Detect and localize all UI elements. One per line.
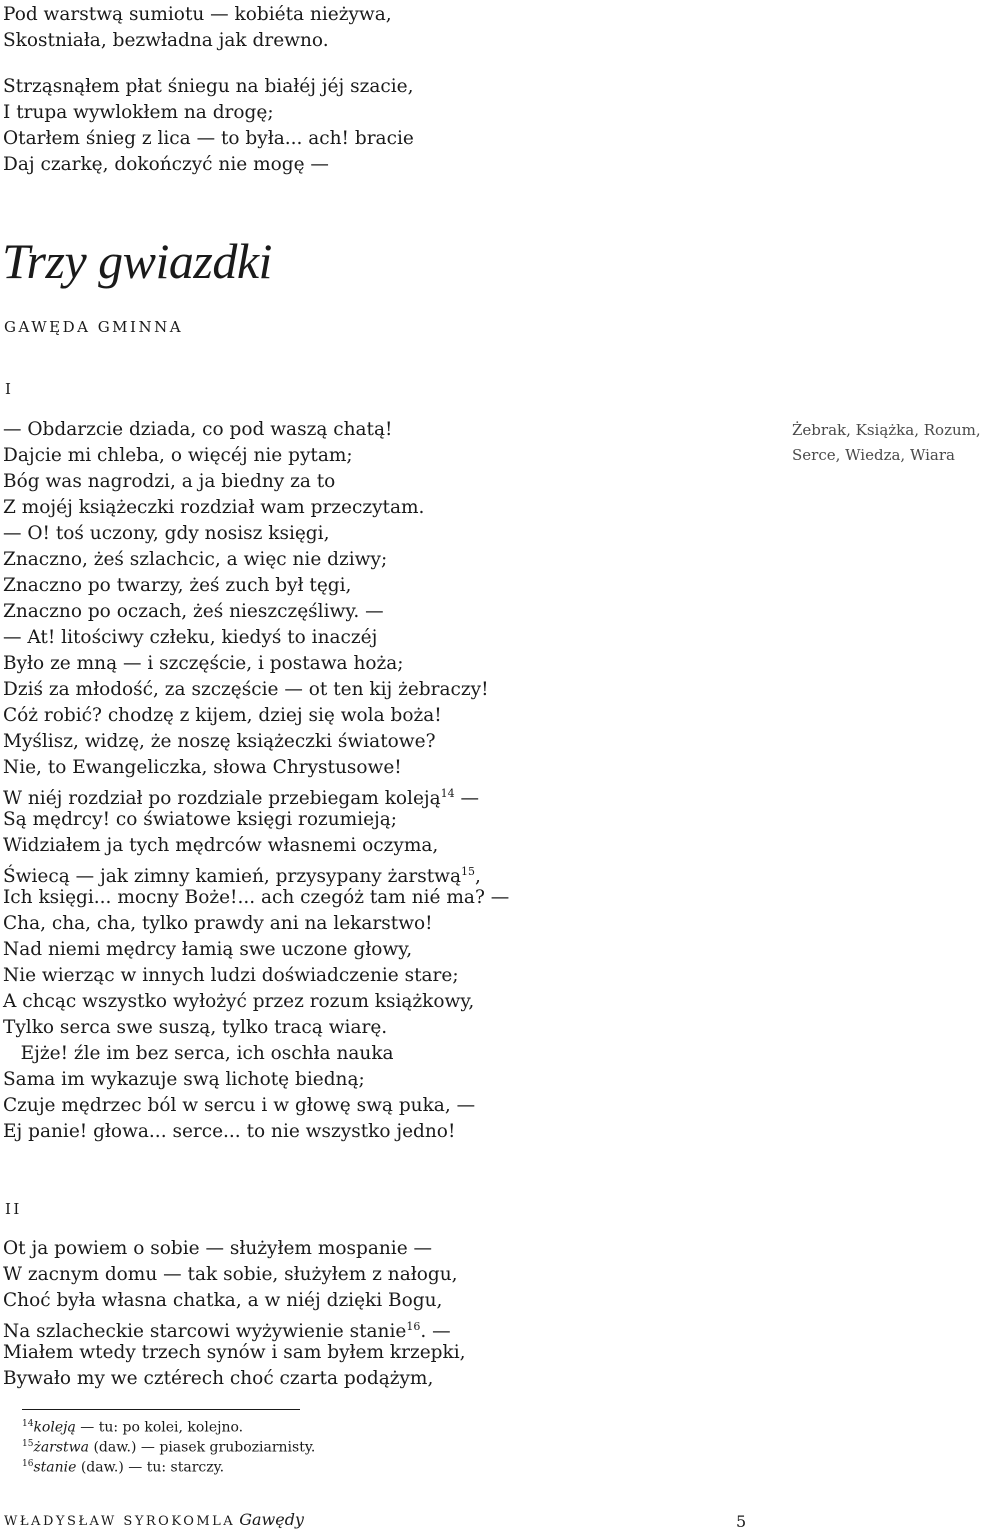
margin-note: Serce, Wiedza, Wiara [792,446,955,464]
verse-line: — At! litościwy człeku, kiedyś to inaczéj [3,627,378,648]
verse-line: — Obdarzcie dziada, co pod waszą chatą! [3,419,393,440]
footer-author: WŁADYSŁAW SYROKOMLA [4,1514,236,1529]
verse-line: Nad niemi mędrcy łamią swe uczone głowy, [3,939,413,960]
footnote: $^{15}$żarstwa (daw.) — piasek gruboziarnisty. [22,1439,316,1456]
verse-line: Strząsnąłem płat śniegu na białéj jéj szacie, [3,76,414,97]
verse-line: Sama im wykazuje swą lichotę biedną; [3,1069,365,1090]
verse-line: A chcąc wszystko wyłożyć przez rozum książkowy, [3,991,475,1012]
verse-line: Bóg was nagrodzi, a ja biedny za to [3,471,336,492]
running-footer [4,1510,304,1529]
verse-line: Tylko serca swe suszą, tylko tracą wiarę. [3,1017,388,1038]
margin-note: Żebrak, Książka, Rozum, [792,421,981,439]
verse-line: Daj czarkę, dokończyć nie mogę — [3,154,329,175]
verse-line: Myślisz, widzę, że noszę książeczki światowe? [3,731,436,752]
verse-line: Nie wierząc w innych ludzi doświadczenie stare; [3,965,459,986]
verse-line: Widziałem ja tych mędrców własnemi oczyma, [3,835,439,856]
poem-title: Trzy gwiazdki [2,233,272,289]
verse-line: Otarłem śnieg z lica — to była... ach! bracie [3,128,414,149]
verse-line: Znaczno po twarzy, żeś zuch był tęgi, [3,575,352,596]
verse-line: Są mędrcy! co światowe księgi rozumieją; [3,809,398,830]
verse-line: Choć była własna chatka, a w niéj dzięki Bogu, [3,1290,443,1311]
verse-line: Znaczno po oczach, żeś nieszczęśliwy. — [3,601,384,622]
verse-line: W zacnym domu — tak sobie, służyłem z nałogu, [3,1264,458,1285]
section-number: I [5,380,14,398]
verse-line: Ej panie! głowa... serce... to nie wszystko jedno! [3,1121,456,1142]
verse-line: Cóż robić? chodzę z kijem, dziej się wola boża! [3,705,442,726]
verse-line: I trupa wywlokłem na drogę; [3,102,274,123]
verse-line: — O! toś uczony, gdy nosisz księgi, [3,523,330,544]
page-number: 5 [736,1512,747,1531]
section-number: II [5,1200,22,1218]
verse-line: Świecą — jak zimny kamień, przysypany żarstwą$^{15}$, [3,865,481,888]
verse-line: Miałem wtedy trzech synów i sam byłem krzepki, [3,1342,466,1363]
footnote: $^{16}$stanie (daw.) — tu: starczy. [22,1459,225,1476]
footnote: $^{14}$koleją — tu: po kolei, kolejno. [22,1419,244,1436]
verse-line: Skostniała, bezwładna jak drewno. [3,30,329,51]
verse-line: Dajcie mi chleba, o więcéj nie pytam; [3,445,353,466]
verse-line: Nie, to Ewangeliczka, słowa Chrystusowe! [3,757,402,778]
verse-line: Bywało my we cztérech choć czarta podążym, [3,1368,434,1389]
verse-line: Dziś za młodość, za szczęście — ot ten kij żebraczy! [3,679,489,700]
verse-line: Ich księgi... mocny Boże!... ach czegóż tam nié ma? — [3,887,510,908]
verse-line: W niéj rozdział po rozdziale przebiegam koleją$^{14}$ — [3,787,480,810]
footnote-ref[interactable]: 14 [440,787,455,800]
verse-line: Z mojéj książeczki rozdział wam przeczytam. [3,497,425,518]
verse-line: Cha, cha, cha, tylko prawdy ani na lekarstwo! [3,913,433,934]
footer-work-title: Gawędy [239,1510,304,1529]
poem-subtitle: GAWĘDA GMINNA [4,318,184,336]
verse-line: Znaczno, żeś szlachcic, a więc nie dziwy; [3,549,388,570]
verse-line: Pod warstwą sumiotu — kobiéta nieżywa, [3,4,392,25]
footnote-ref[interactable]: 15 [461,865,476,878]
verse-line: Było ze mną — i szczęście, i postawa hoża; [3,653,404,674]
footnote-ref[interactable]: 16 [406,1320,421,1333]
verse-line: Na szlacheckie starcowi wyżywienie stanie$^{16}$. — [3,1320,451,1343]
verse-line: Ejże! źle im bez serca, ich oschła nauka [3,1043,394,1064]
footnote-divider [22,1409,300,1410]
verse-line: Czuje mędrzec ból w sercu i w głowę swą puka, — [3,1095,476,1116]
verse-line: Ot ja powiem o sobie — służyłem mospanie — [3,1238,433,1259]
